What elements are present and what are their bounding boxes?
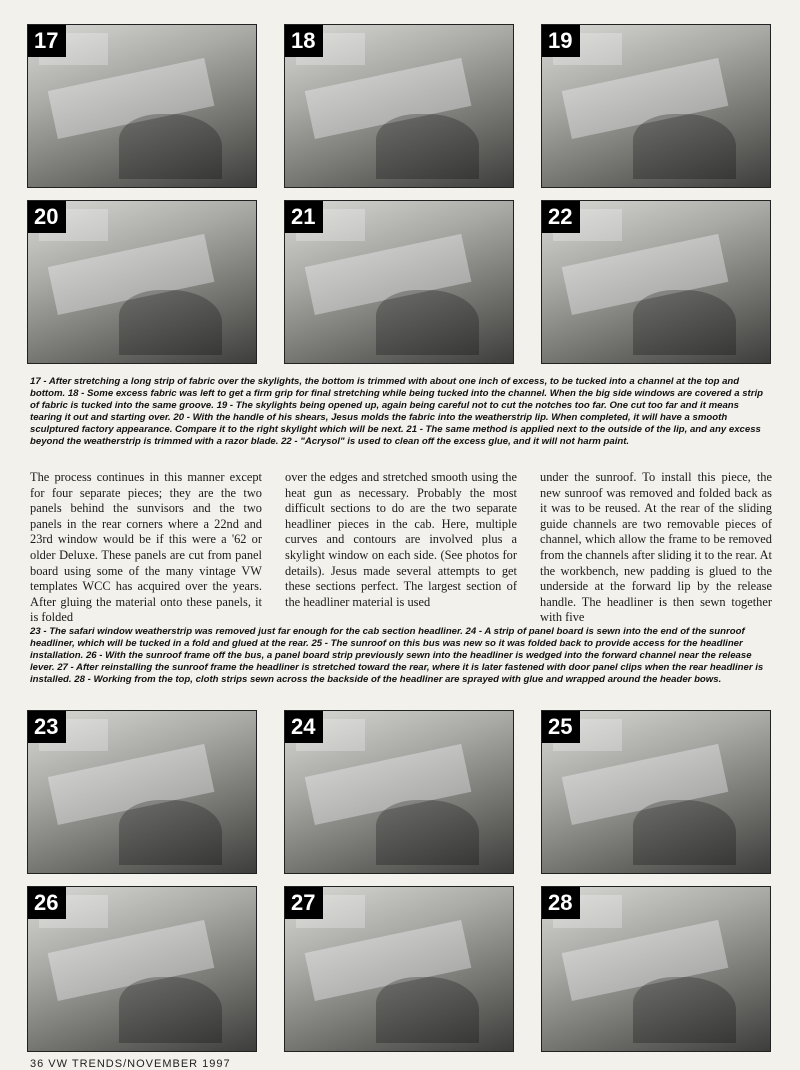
photo-21 <box>284 200 514 364</box>
caption-bottom: 23 - The safari window weatherstrip was removed just far enough for the cab section headliner. 24 - A strip of panel board is sewn into the end of the sunroof headliner, which will be tucked in a fold and glued at the rear. 25 - The sunroof on this bus was new so it was folded back to provide access for the headliner installation. 26 - With the sunroof frame off the bus, a panel board strip previously sewn into the headliner is wedged into the forward channel near the release lever. 27 - After reinstalling the sunroof frame the headliner is stretched toward the rear, where it is later fastened with door panel clips when the rear headliner is installed. 28 - Working from the top, cloth strips sewn across the backside of the headliner are sprayed with glue and wrapped around the header bows. <box>30 626 764 685</box>
photo-22 <box>541 200 771 364</box>
photo-23 <box>27 710 257 874</box>
photo-27 <box>284 886 514 1052</box>
caption-top: 17 - After stretching a long strip of fabric over the skylights, the bottom is trimmed with about one inch of excess, to be tucked into a channel at the top and bottom. 18 - Some excess fabric was left to get a firm grip for final stretching while being tucked into the channel. When the big side windows are covered a strip of fabric is tucked into the same groove. 19 - The skylights being opened up, again being careful not to cut the notches too far. One cut too far and it means tearing it out and starting over. 20 - With the handle of his shears, Jesus molds the fabric into the weatherstrip lip. When completed, it will have a smooth sculptured factory appearance. Compare it to the right skylight which will be next. 21 - The same method is applied next to the outside of the lip, and any excess beyond the weatherstrip is trimmed with a razor blade. 22 - "Acrysol" is used to clean off the excess glue, and it will not harm paint. <box>30 376 763 447</box>
photo-number: 18 <box>285 25 323 57</box>
photo-18 <box>284 24 514 188</box>
photo-26 <box>27 886 257 1052</box>
photo-number: 26 <box>28 887 66 919</box>
photo-number: 19 <box>542 25 580 57</box>
photo-25 <box>541 710 771 874</box>
photo-19 <box>541 24 771 188</box>
photo-number: 22 <box>542 201 580 233</box>
body-column-1: The process continues in this manner except for four separate pieces; they are the two panels behind the sunvisors and the two panels in the rear corners where a 22nd and 23rd window would be if this were a '62 or older Deluxe. These panels are cut from panel board using some of the many vintage VW templates WCC has acquired over the years. After gluing the material onto these panels, it is folded <box>30 470 262 625</box>
photo-number: 21 <box>285 201 323 233</box>
photo-number: 25 <box>542 711 580 743</box>
photo-17 <box>27 24 257 188</box>
body-column-2: over the edges and stretched smooth using the heat gun as necessary. Probably the most difficult sections to do are the two separate headliner pieces in the cab. Here, multiple curves and contours are involved plus a skylight window on each side. (See photos for details). Jesus made several attempts to get these sections perfect. The largest section of the headliner material is used <box>285 470 517 609</box>
photo-number: 23 <box>28 711 66 743</box>
photo-20 <box>27 200 257 364</box>
photo-number: 17 <box>28 25 66 57</box>
photo-number: 28 <box>542 887 580 919</box>
photo-number: 27 <box>285 887 323 919</box>
photo-number: 24 <box>285 711 323 743</box>
photo-24 <box>284 710 514 874</box>
page-folio: 36 VW TRENDS/NOVEMBER 1997 <box>30 1058 231 1070</box>
body-column-3: under the sunroof. To install this piece, the new sunroof was removed and folded back as it was to be reused. At the rear of the sliding guide channels are two removable pieces of channel, which allow the frame to be removed from the channels after sliding it to the rear. At the workbench, new padding is glued to the underside at the forward lip by the release handle. The headliner is then sewn together with five <box>540 470 772 625</box>
photo-number: 20 <box>28 201 66 233</box>
photo-28 <box>541 886 771 1052</box>
